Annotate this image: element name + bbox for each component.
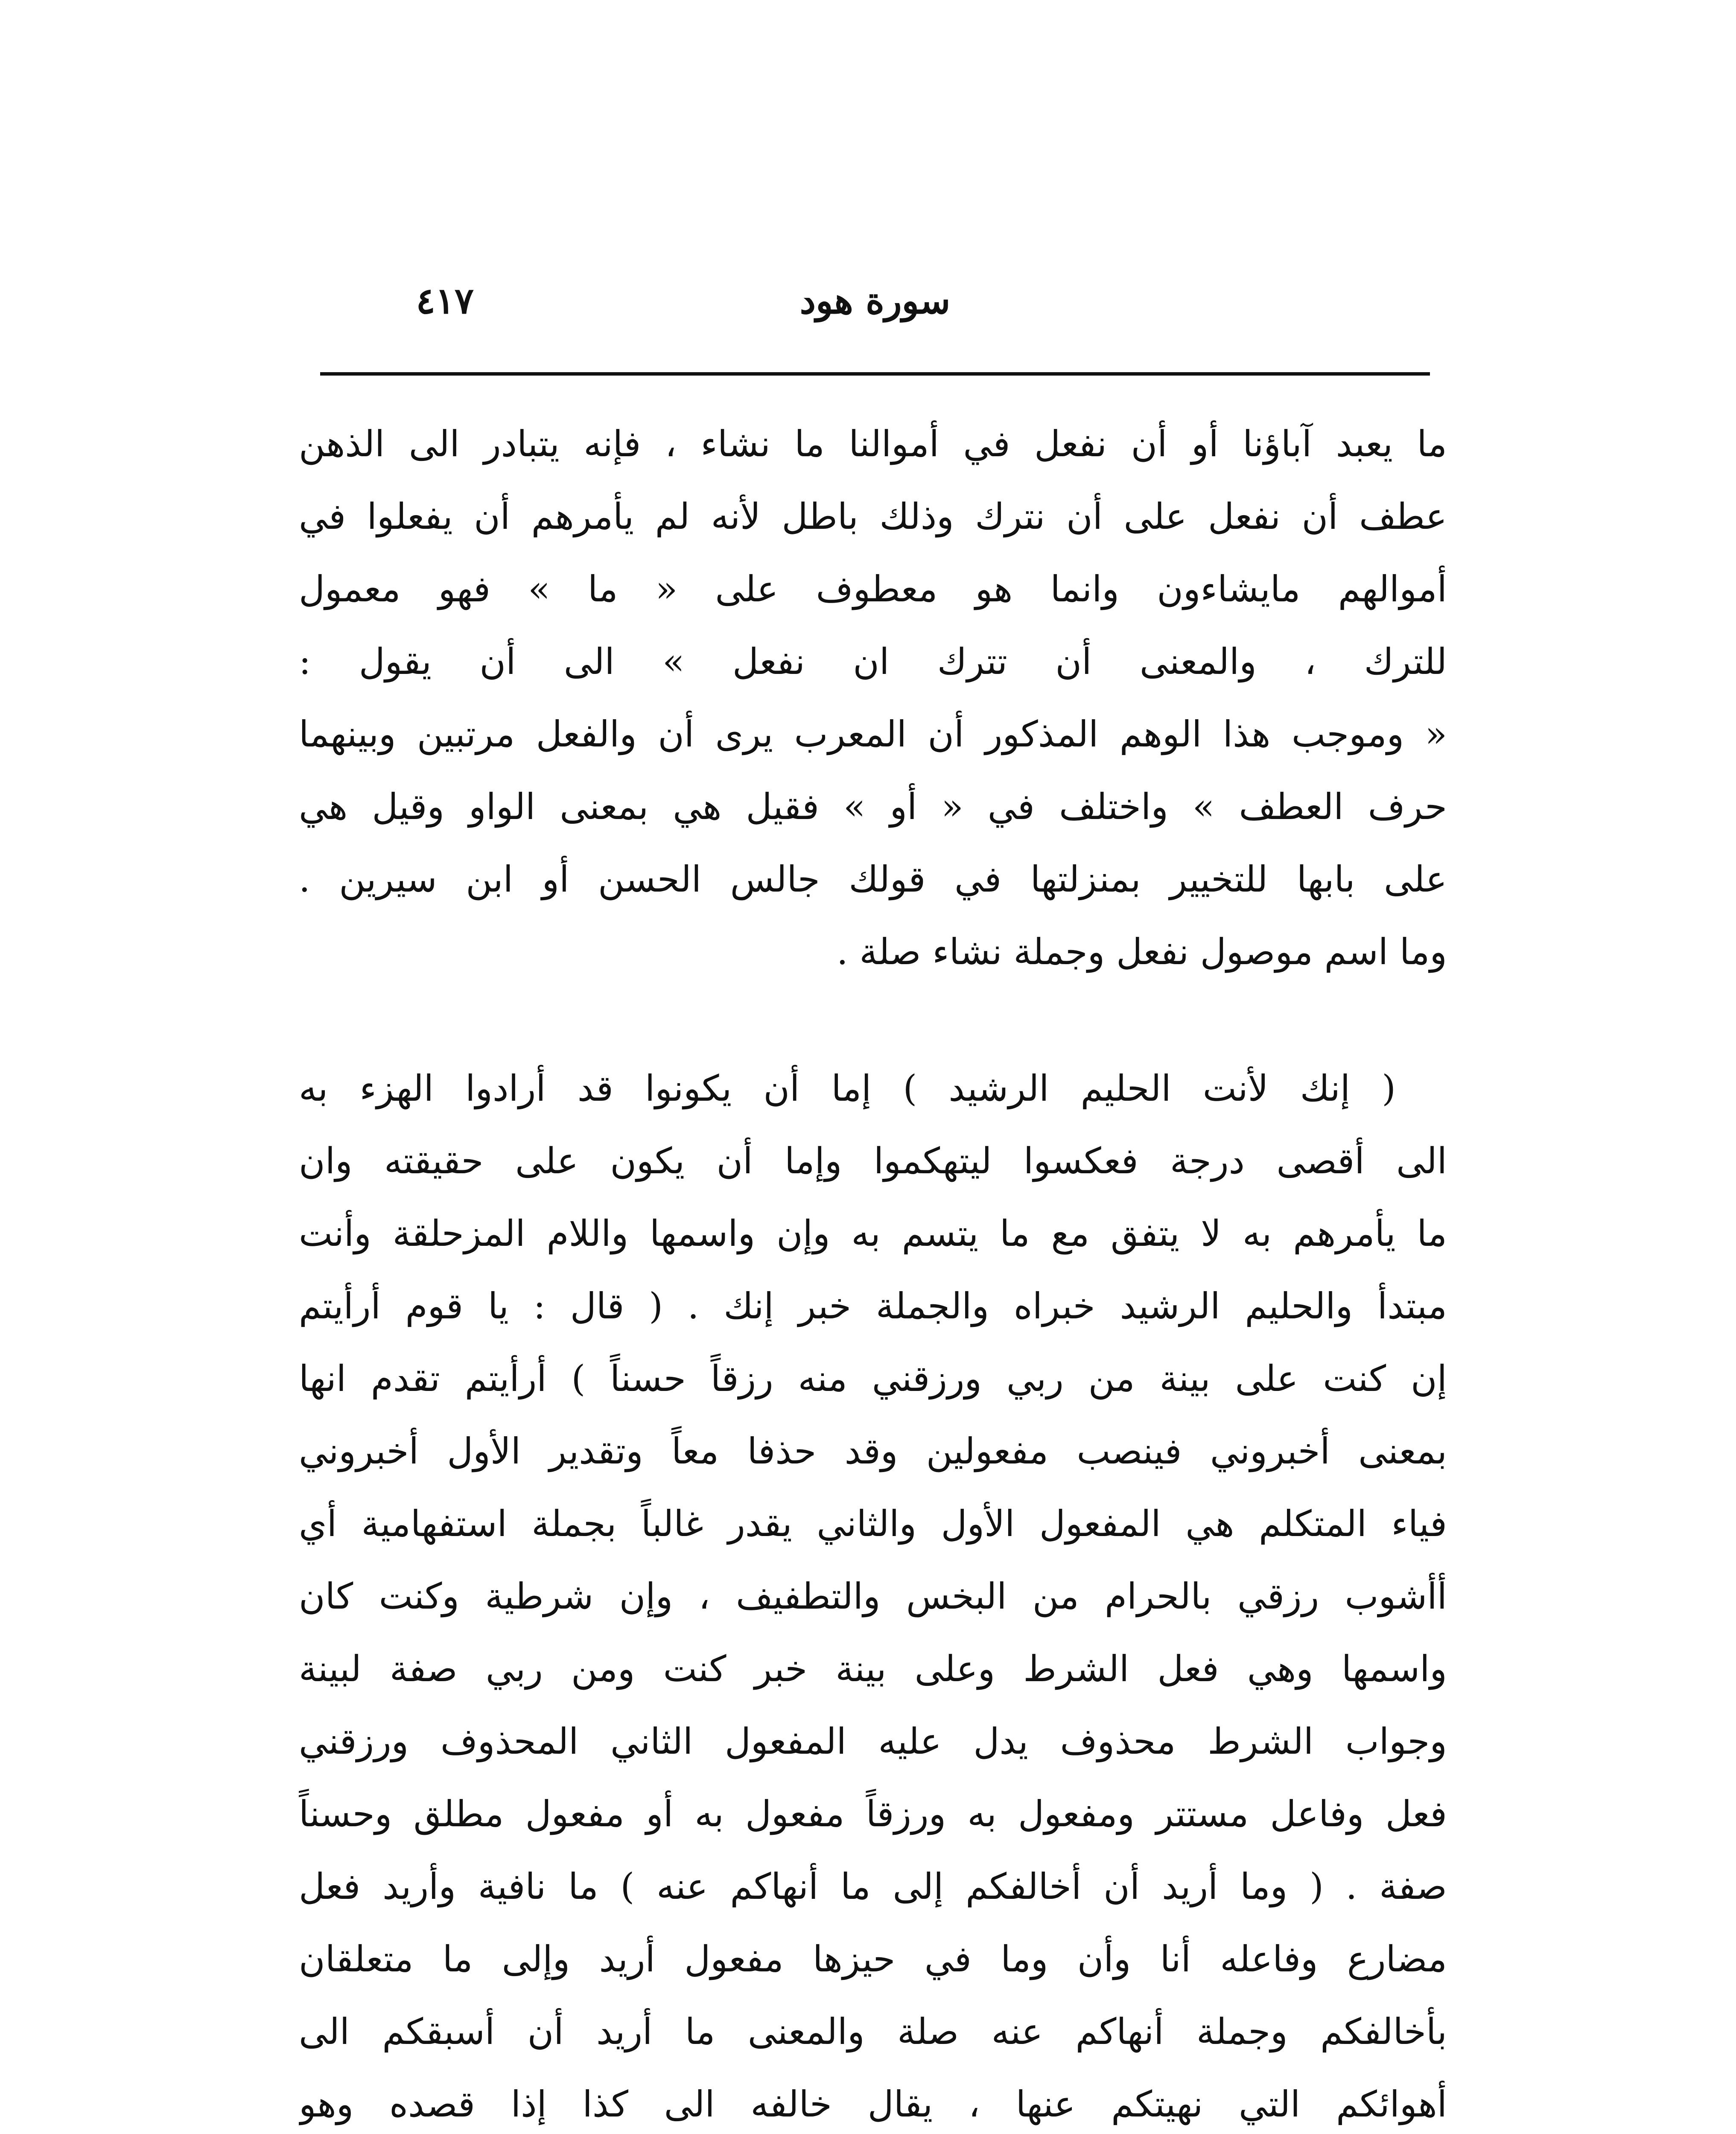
text-line: أموالهم مايشاءون وانما هو معطوف على « ما » فهو معمول <box>299 568 1447 610</box>
header-rule <box>320 372 1430 376</box>
text-line: وجواب الشرط محذوف يدل عليه المفعول الثاني المحذوف ورزقني <box>299 1720 1447 1762</box>
body-text <box>299 408 1447 2134</box>
text-line: واسمها وهي فعل الشرط وعلى بينة خبر كنت ومن ربي صفة لبينة <box>299 1648 1447 1690</box>
text-line: حرف العطف » واختلف في « أو » فقيل هي بمعنى الواو وقيل هي <box>299 786 1447 828</box>
running-header <box>324 273 1426 333</box>
text-line: مبتدأ والحليم الرشيد خبراه والجملة خبر إنك . ( قال : يا قوم أرأيتم <box>299 1285 1447 1327</box>
text-line: الى أقصى درجة فعكسوا ليتهكموا وإما أن يكون على حقيقته وان <box>299 1140 1447 1182</box>
paragraph-1 <box>299 408 1447 988</box>
text-line: ( إنك لأنت الحليم الرشيد ) إما أن يكونوا قد أرادوا الهزء به <box>299 1067 1396 1109</box>
text-line: « وموجب هذا الوهم المذكور أن المعرب يرى أن والفعل مرتبين وبينهما <box>299 713 1447 755</box>
text-line: وما اسم موصول نفعل وجملة نشاء صلة . <box>836 931 1447 973</box>
text-line: فعل وفاعل مستتر ومفعول به ورزقاً مفعول به أو مفعول مطلق وحسناً <box>299 1793 1447 1835</box>
text-line: للترك ، والمعنى أن تترك ان نفعل » الى أن يقول : <box>299 641 1447 682</box>
text-line: بأخالفكم وجملة أنهاكم عنه صلة والمعنى ما أريد أن أسبقكم الى <box>299 2011 1447 2052</box>
text-line: ما يعبد آباؤنا أو أن نفعل في أموالنا ما نشاء ، فإنه يتبادر الى الذهن <box>299 423 1447 465</box>
surah-title: سورة هود <box>799 280 951 322</box>
text-line: أأشوب رزقي بالحرام من البخس والتطفيف ، وإن شرطية وكنت كان <box>299 1575 1447 1617</box>
text-line: عطف أن نفعل على أن نترك وذلك باطل لأنه لم يأمرهم أن يفعلوا في <box>299 496 1447 537</box>
text-line: مضارع وفاعله أنا وأن وما في حيزها مفعول أريد وإلى ما متعلقان <box>299 1938 1447 1980</box>
text-line: إن كنت على بينة من ربي ورزقني منه رزقاً حسناً ) أرأيتم تقدم انها <box>299 1358 1447 1399</box>
text-line: على بابها للتخيير بمنزلتها في قولك جالس الحسن أو ابن سيرين . <box>299 858 1447 900</box>
text-line: ما يأمرهم به لا يتفق مع ما يتسم به وإن واسمها واللام المزحلقة وأنت <box>299 1213 1447 1254</box>
paragraph-2 <box>299 988 1447 2134</box>
text-line: صفة . ( وما أريد أن أخالفكم إلى ما أنهاكم عنه ) ما نافية وأريد فعل <box>299 1866 1447 1907</box>
text-line: فياء المتكلم هي المفعول الأول والثاني يقدر غالباً بجملة استفهامية أي <box>299 1503 1447 1545</box>
text-line: أهوائكم التي نهيتكم عنها ، يقال خالفه الى كذا إذا قصده وهو <box>299 2083 1447 2125</box>
text-line: بمعنى أخبروني فينصب مفعولين وقد حذفا معاً وتقدير الأول أخبروني <box>299 1430 1447 1472</box>
page-number: ٤١٧ <box>416 280 474 322</box>
